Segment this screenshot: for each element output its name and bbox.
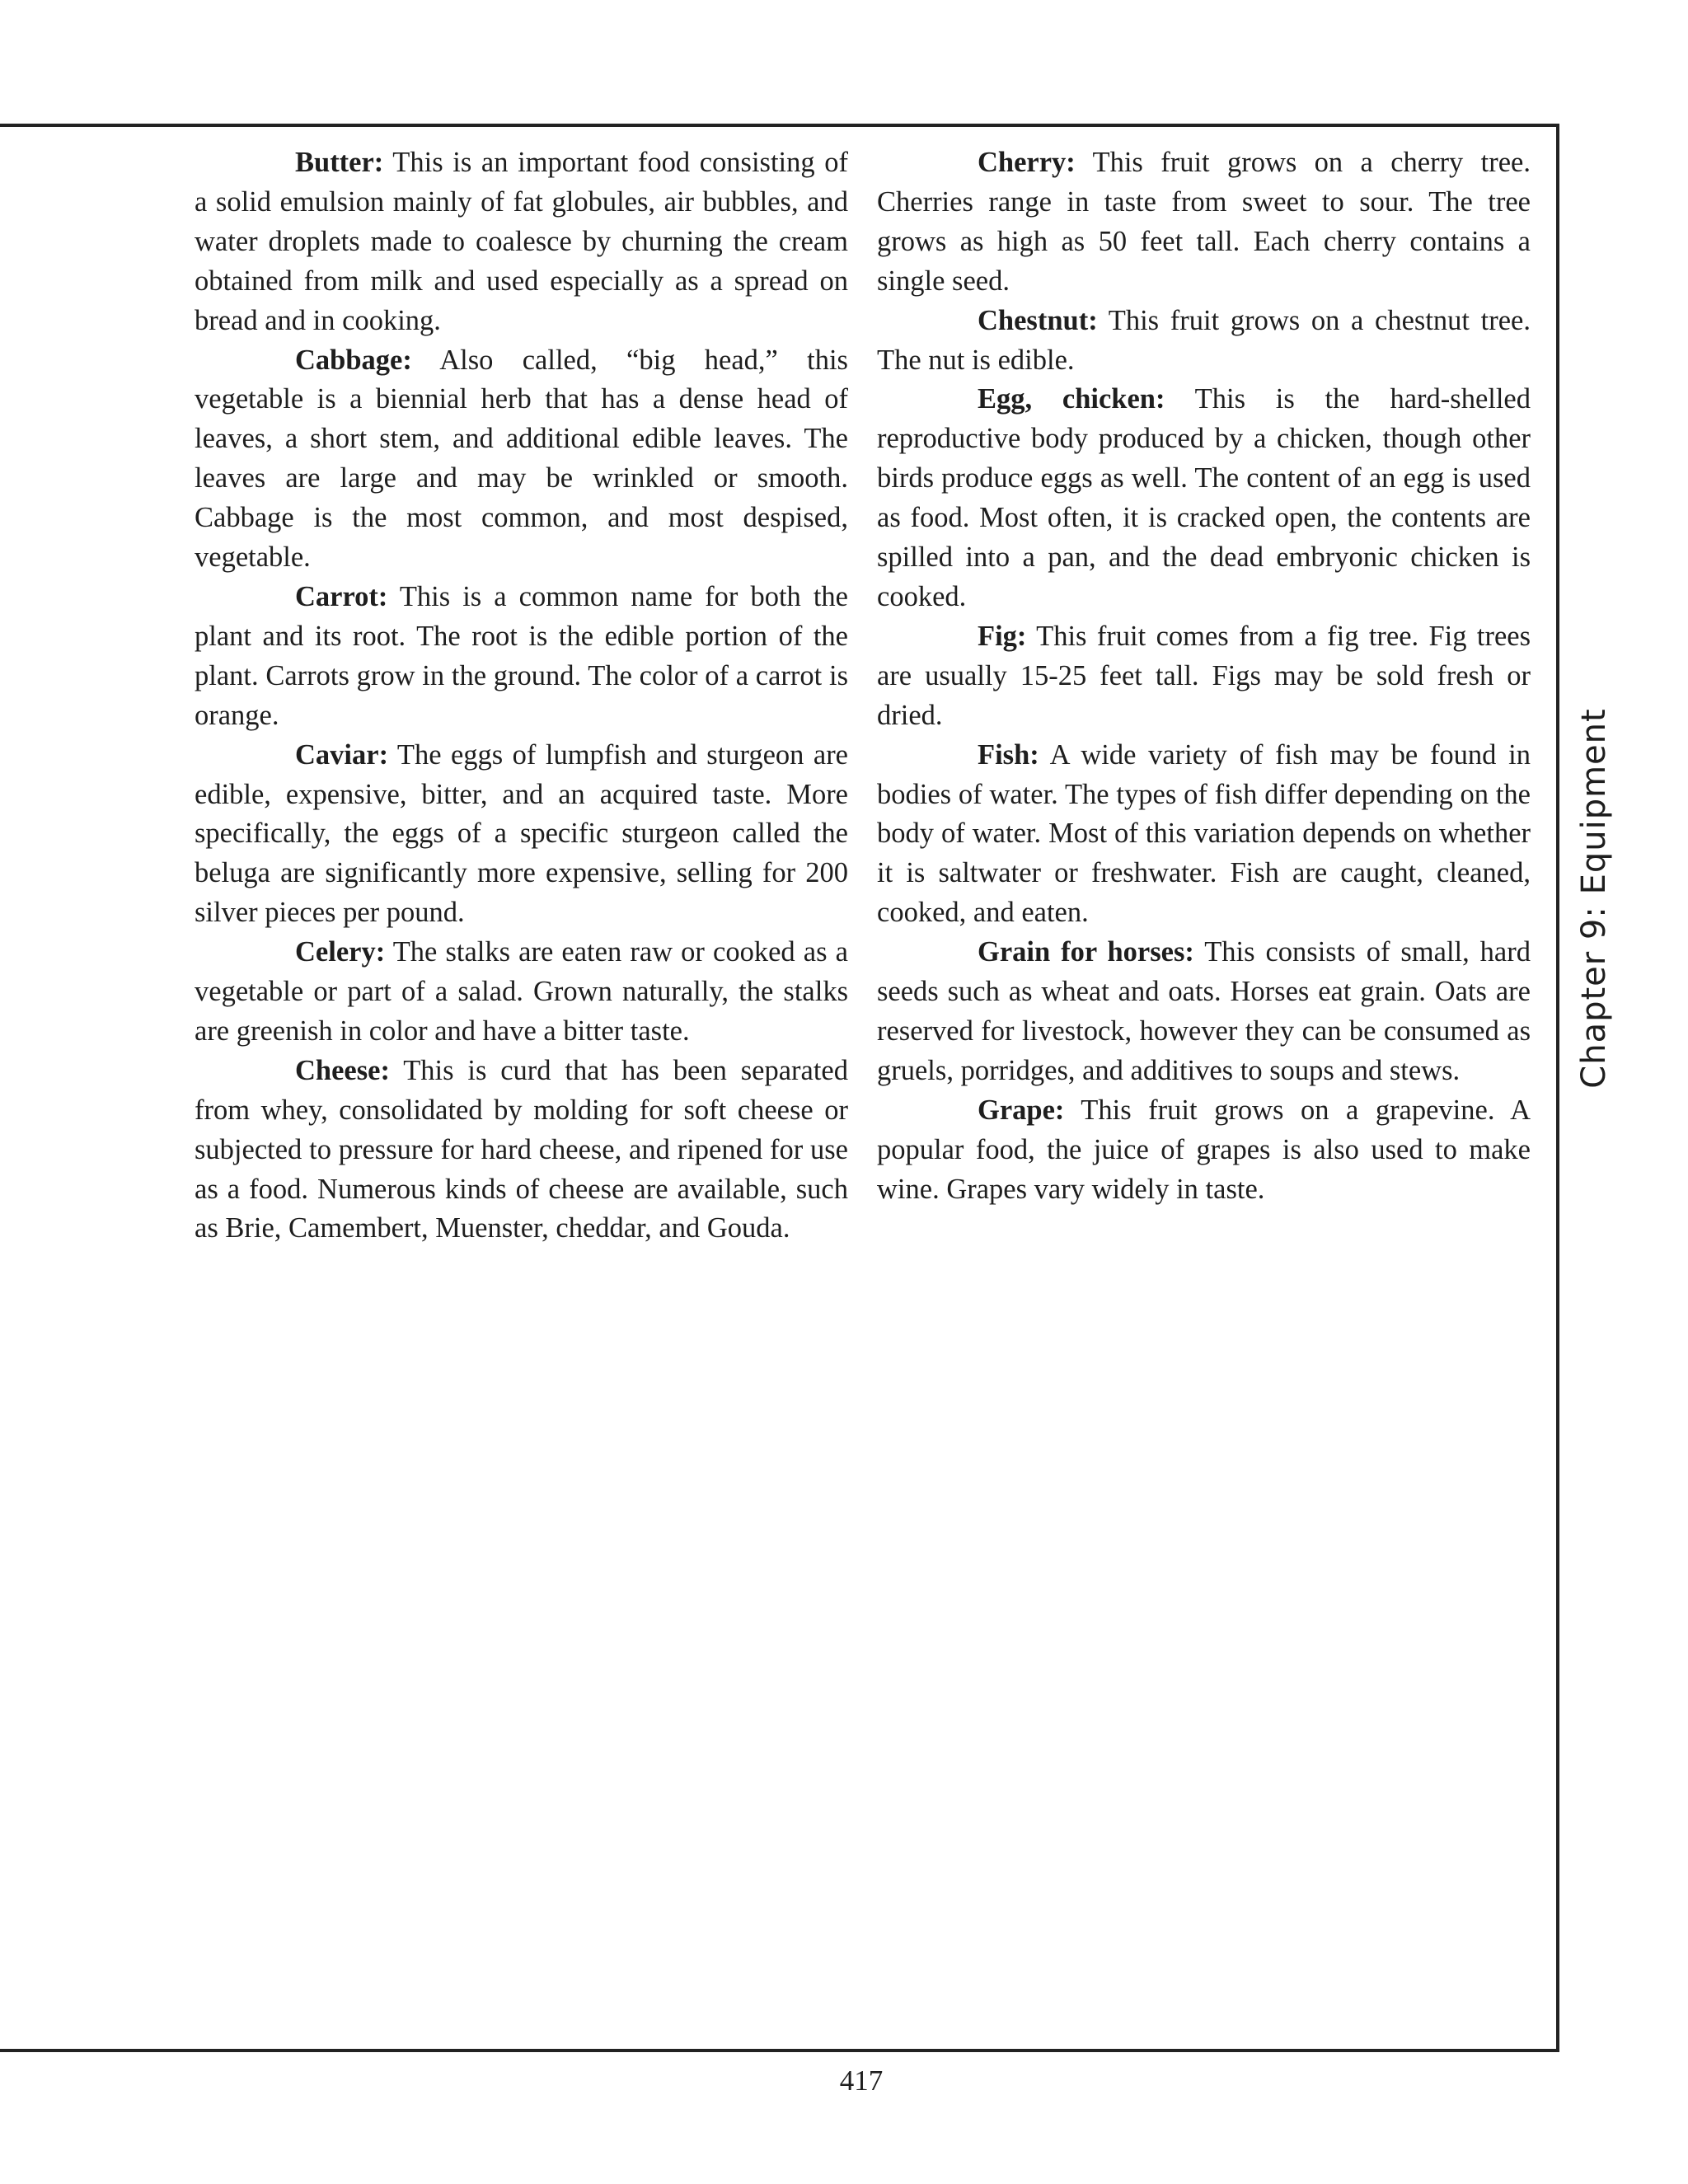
entry-carrot <box>195 578 848 736</box>
entry-term: Carrot: <box>295 580 388 612</box>
entry-term: Cabbage: <box>295 344 412 376</box>
entry-text: This is a common name for both the plant and its root. The root is the edible portion of the plant. Carrots grow in the ground. The color of a carrot is orange. <box>195 580 848 731</box>
entry-term: Grain for horses: <box>978 936 1194 968</box>
page-frame-bottom-rule <box>0 2049 1559 2052</box>
page-frame-right-rule <box>1556 124 1559 2052</box>
entry-text: The eggs of lumpfish and sturgeon are edible, expensive, bitter, and an acquired taste. More specifically, the eggs of a specific sturgeon called the beluga are significantly more expensive, selling for 200 silver pieces per pound. <box>195 738 848 929</box>
entry-fish <box>877 736 1531 934</box>
entry-term: Fig: <box>978 620 1027 652</box>
entry-text: This fruit comes from a fig tree. Fig trees are usually 15-25 feet tall. Figs may be sold fresh or dried. <box>877 620 1531 731</box>
entry-term: Cherry: <box>978 147 1076 178</box>
entry-text: This consists of small, hard seeds such as wheat and oats. Horses eat grain. Oats are reserved for livestock, however they can be consumed as gruels, porridges, and additives to soups and stews. <box>877 936 1531 1086</box>
entry-grain-for-horses <box>877 933 1531 1091</box>
entry-text: The stalks are eaten raw or cooked as a vegetable or part of a salad. Grown naturally, the stalks are greenish in color and have a bitter taste. <box>195 936 848 1047</box>
entry-text: A wide variety of fish may be found in bodies of water. The types of fish differ depending on the body of water. Most of this variation depends on whether it is saltwater or freshwater. Fish are caught, cleaned, cooked, and eaten. <box>877 738 1531 929</box>
entry-cherry <box>877 143 1531 302</box>
entry-term: Cheese: <box>295 1054 390 1086</box>
entry-text: Also called, “big head,” this vegetable is a biennial herb that has a dense head of leaves, a short stem, and additional edible leaves. The leaves are large and may be wrinkled or smooth. Cabbage is the most common, and most despised, vegetable. <box>195 344 848 574</box>
entry-text: This is an important food consisting of a solid emulsion mainly of fat globules, air bubbles, and water droplets made to coalesce by churning the cream obtained from milk and used especially as a spread on bread and in cooking. <box>195 147 848 336</box>
right-text-column <box>877 143 1531 1209</box>
entry-egg-chicken <box>877 380 1531 616</box>
entry-term: Celery: <box>295 936 386 968</box>
entry-grape <box>877 1091 1531 1210</box>
chapter-label: Chapter 9: Equipment <box>1575 708 1613 1089</box>
entry-term: Butter: <box>295 147 384 178</box>
entry-chestnut <box>877 302 1531 381</box>
entry-celery <box>195 933 848 1052</box>
entry-fig <box>877 617 1531 736</box>
entry-text: This fruit grows on a cherry tree. Cherries range in taste from sweet to sour. The tree grows as high as 50 feet tall. Each cherry contains a single seed. <box>877 147 1531 297</box>
entry-caviar <box>195 736 848 934</box>
entry-butter <box>195 143 848 341</box>
entry-term: Caviar: <box>295 738 389 771</box>
entry-text: This is the hard-shelled reproductive body produced by a chicken, though other birds produce eggs as well. The content of an egg is used as food. Most often, it is cracked open, the contents are spilled into a pan, and the dead embryonic chicken is cooked. <box>877 383 1531 612</box>
entry-cabbage <box>195 341 848 578</box>
entry-term: Chestnut: <box>978 304 1098 336</box>
entry-term: Egg, chicken: <box>978 383 1165 415</box>
left-text-column <box>195 143 848 1249</box>
page-number: 417 <box>839 2064 884 2097</box>
entry-cheese <box>195 1052 848 1249</box>
entry-term: Grape: <box>978 1094 1065 1126</box>
entry-text: This fruit grows on a chestnut tree. The nut is edible. <box>877 304 1531 376</box>
entry-text: This fruit grows on a grapevine. A popular food, the juice of grapes is also used to make wine. Grapes vary widely in taste. <box>877 1094 1531 1205</box>
entry-term: Fish: <box>978 738 1039 771</box>
page-frame-top-rule <box>0 124 1559 127</box>
entry-text: This is curd that has been separated from whey, consolidated by molding for soft cheese or subjected to pressure for hard cheese, and ripened for use as a food. Numerous kinds of cheese are available, such as Brie, Camembert, Muenster, cheddar, and Gouda. <box>195 1054 848 1244</box>
